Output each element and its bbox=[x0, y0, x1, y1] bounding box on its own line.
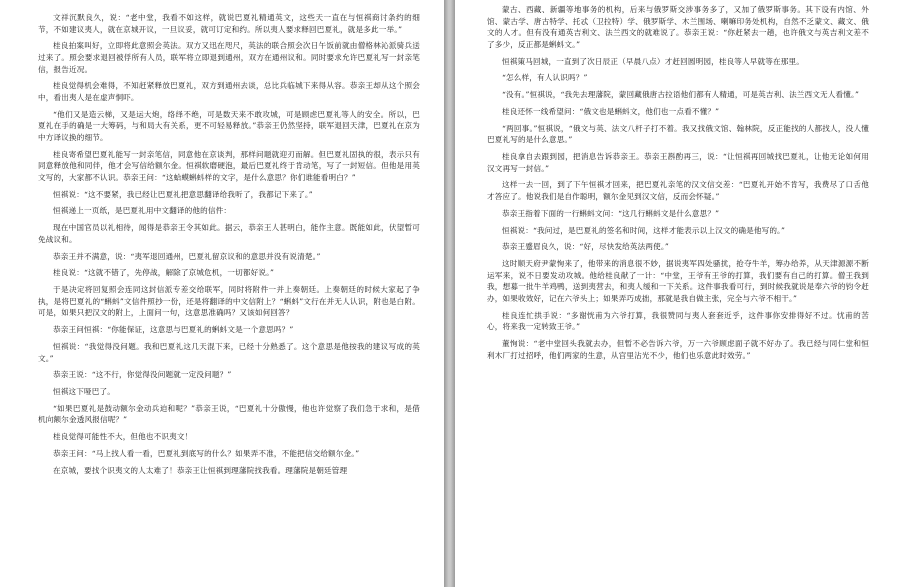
document-page-right bbox=[455, 0, 899, 587]
paragraph: 恭亲王问：“马上找人看一看，巴夏礼到底写的什么？如果弄不准，不能把信交给额尔金。” bbox=[53, 449, 360, 458]
paragraph: 这样一去一回，到了下午恒祺才回来，把巴夏礼亲笔的汉文信交差：“巴夏礼开始不肯写，我费尽了口舌他才答应了。他说我们是自作聪明，额尔金见到汉文信，反而会怀疑。” bbox=[487, 180, 869, 202]
page-gutter bbox=[444, 0, 455, 587]
paragraph: 蒙古、西藏、新疆等地事务的机构，后来与俄罗斯交涉事务多了，又加了俄罗斯事务。其下设有内馆、外馆、蒙古学、唐古特学、托忒（卫拉特）学、俄罗斯学、木兰围场、喇嘛印务处机构，自然不乏蒙文、藏文、俄文的人才。但有没有通英吉利文、法兰西文的就难说了。恭亲王说：“你赶紧去一趟，也许俄文与英吉利文差不了多少，反正都是蝌蚪文。” bbox=[487, 5, 869, 49]
paragraph: 在京城，要找个识夷文的人太难了！恭亲王让恒祺到理藩院找我看。理藩院是朝廷管理 bbox=[53, 465, 348, 475]
paragraph: 恒祺策马回城，一直到了次日辰正（早晨八点）才赶回圆明园，桂良等人早就等在那里。 bbox=[502, 56, 805, 66]
paragraph: 恭亲王蹙眉良久，说：“好，尽快发给英法两使。” bbox=[502, 242, 669, 252]
paragraph: 桂良拍案叫好，立即将此意照会英法。双方又迅在咫尺，英法的联合照会次日午饭前就由僧格林沁派骑兵送过来了。照会要求退回被俘所有人员，联军将立即退到通州，双方在通州议和。同时要求允许巴夏礼写一封亲笔信，报告近况。 bbox=[38, 41, 420, 74]
paragraph: 恒祺说：“我问过，是巴夏礼的签名和时间，这样才能表示以上汉文的确是他写的。” bbox=[502, 225, 786, 235]
paragraph: 恭亲王并不满意，说：“夷军退回通州，巴夏礼留京议和的意思并没有说清楚。” bbox=[53, 251, 321, 261]
paragraph: “他们又是造云梯，又是运大炮，络绎不绝，可是数天来不敢攻城，可是顾虑巴夏礼等人的安全。所以，巴夏礼在手的确是一大筹码，与和局大有关系，更不可轻易释放。”恭亲王仍然坚持，联军退回天津，巴夏礼在京为中方译议换的细节。 bbox=[38, 109, 420, 142]
paragraph: 文祥沉默良久，说：“老中堂，我看不如这样，就说巴夏礼精通英文，这些天一直在与恒祺商讨条约的细节，不如建议夷人，就在京城开议，一旦议妥，就可订定和约。所以夷人要求释回巴夏礼，就是多此一举。” bbox=[38, 13, 420, 34]
paragraph: 恭亲王指着下面的一行蝌蚪文问：“这几行蝌蚪文是什么意思？” bbox=[502, 208, 720, 218]
paragraph: 桂良还怀一线希望问：“俄文也是蝌蚪文，他们也一点看不懂？” bbox=[502, 106, 720, 116]
paragraph: 恒祺说：“这不要紧，我已经让巴夏礼把意思翻译给我听了，我都记下来了。” bbox=[53, 189, 313, 199]
paragraph: 桂良说：“这就不错了，先停战，解除了京城危机，一切都好说。” bbox=[53, 268, 275, 278]
paragraph: 桂良连忙拱手说：“多谢恍甫为六爷打算，我很赞同与夷人套套近乎，这件事你安排得好不过。忧甫的苦心，将来我一定转致王爷。” bbox=[487, 310, 869, 332]
paragraph: “两回事。”恒祺说，“俄文与英、法文八杆子打不着。我又找俄文馆、翰林院，反正能找的人都找人，没人懂巴夏礼写的是什么意思。” bbox=[487, 123, 869, 145]
paragraph: 恒祺递上一页纸，是巴夏礼用中文翻译的他的信件： bbox=[53, 206, 232, 216]
paragraph: 桂良拿自去跟到园，把消息告诉恭亲王。恭亲王斟酌再三，说：“让恒祺再回城找巴夏礼，让他无论如何用汉文再写一封信。” bbox=[487, 152, 869, 173]
paragraph: 于是决定将回复照会连同这封信派专差交给联军，同时将附件一并上奏朝廷。上奏朝廷的时候大家起了争执，是将巴夏礼的“蝌蚪”文信件照抄一份，还是将翻译的中文信附上？“蝌蚪”文行在并无人认识，附也是白附。可是，如果只把汉文的附上，上面问一句，这意思准确吗？又该如何回答？ bbox=[38, 285, 420, 318]
document-page-left bbox=[0, 0, 444, 587]
paragraph: 恒祺说：“我觉得没问题。我和巴夏礼这几天混下来，已经十分熟悉了。这个意思是他按我的建议写成的英文。” bbox=[38, 341, 420, 363]
paragraph: 桂良觉得可能性不大，但他也不识夷文！ bbox=[53, 432, 193, 442]
paragraph: 桂良寄希望巴夏礼能写一封亲笔信，同意他在京谈判，那样问题就迎刃而解。但巴夏礼固执的很，表示只有同意释放他和同伴，他才会写信给额尔金。恒祺软磨硬泡，最后巴夏礼终于肯动笔，写了一封短信。但他是用英文写的，大家都不认识。恭亲王问：“这蛤蟆蝌蚪样的文字，是什么意思？你们谁能看明白？” bbox=[38, 149, 420, 182]
paragraph: 恒祺这下哑巴了。 bbox=[53, 387, 115, 397]
paragraph: 桂良觉得机会难得，不知赶紧释放巴夏礼，双方到通州去谈，总比兵临城下来得从容。恭亲王却从这个照会中，看出夷人是在虚声恫吓。 bbox=[38, 81, 420, 102]
paragraph: “如果巴夏礼是鼓动额尔金动兵迫和呢？”恭亲王说，“巴夏礼十分傲慢，他也许觉察了我们急于求和，是借机向额尔金透风报信呢？” bbox=[38, 403, 420, 425]
paragraph: 恭亲王问恒祺：“你能保证，这意思与巴夏礼的蝌蚪文是一个意思吗？” bbox=[53, 325, 294, 335]
paragraph: “没有。”恒祺说，“我先去理藩院，蒙回藏俄唐古拉语他们都有人精通，可是英吉利、法兰西文无人看懂。” bbox=[502, 90, 859, 100]
paragraph: 现在中国官员以礼相待，闻得是恭亲王令其如此。据云，恭亲王人甚明白，能作主意。既能如此，伏望暂可免战议和。 bbox=[38, 223, 420, 244]
paragraph: 恭亲王说：“这不行，你觉得没问题就一定没问题？” bbox=[53, 370, 232, 380]
paragraph: 这时顺天府尹蒙恂来了，他带来的消息很不妙，据说夷军四处骚扰，抢夺牛羊，筹办给养，从天津源源不断运军来，说不日要发动攻城。他给桂良献了一计：“中堂，王爷有王爷的打算，我们要有自己的打算。僧王我到我，想募一批牛羊鸡鸭，送到夷营去，和夷人缓和一下关系。这件事我看可行，到时候我就说是奉六爷的钧令赶办，如果收效好，记在六爷头上；如果弄巧成拙，那就是我自做主张，完全与六爷不相干。” bbox=[487, 259, 869, 303]
paragraph: 董恂说：“老中堂回头我就去办，但暂不必告诉六爷，万一六爷顾虑面子就不好办了。我已经与同仁堂和恒利木厂打过招呼，他们两家的生意，从宫里沾光不少，他们也乐意此时效劳。” bbox=[487, 339, 869, 360]
paragraph: “怎么样，有人认识吗？” bbox=[502, 73, 588, 83]
